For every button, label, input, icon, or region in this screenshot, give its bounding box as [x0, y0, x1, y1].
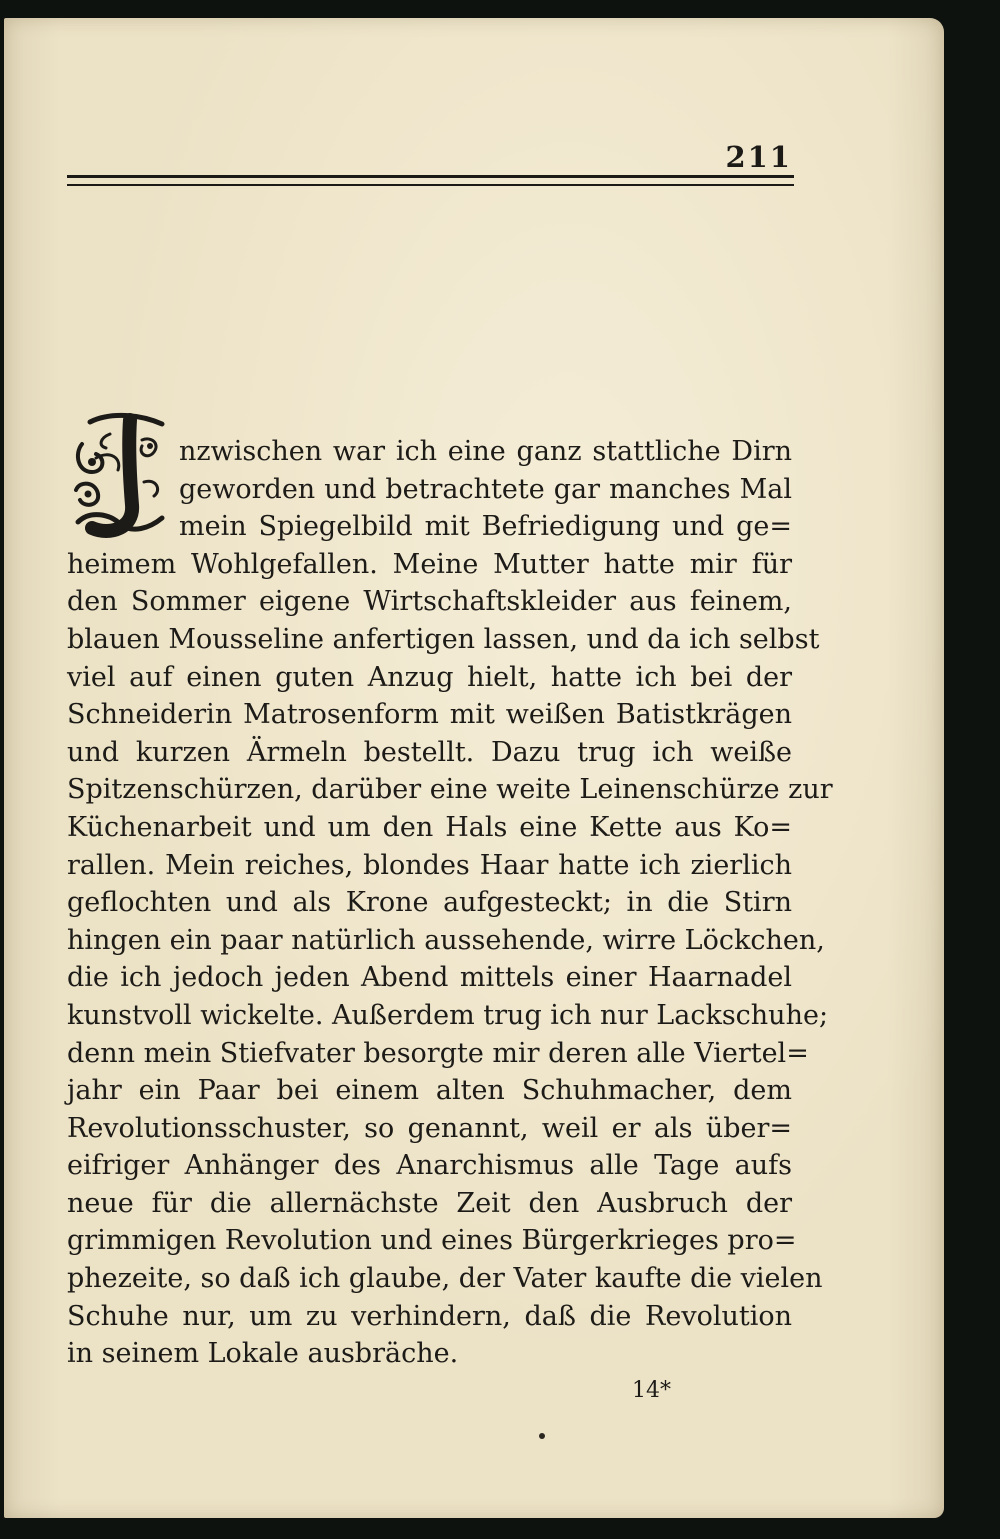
text-line: nzwischen war ich eine ganz stattliche Dirn — [179, 436, 792, 467]
text-line: geflochten und als Krone aufgesteckt; in die Stirn — [67, 887, 792, 919]
book-page — [4, 18, 944, 1518]
text-line: viel auf einen guten Anzug hielt, hatte ich bei der — [67, 661, 792, 693]
text-line: neue für die allernächste Zeit den Ausbruch der — [67, 1187, 792, 1219]
text-line: blauen Mousseline anfertigen lassen, und da ich selbst — [67, 623, 820, 655]
page-number: 211 — [725, 140, 792, 174]
text-line: Revolutionsschuster, so genannt, weil er als über= — [67, 1112, 792, 1144]
text-line: heimem Wohlgefallen. Meine Mutter hatte mir für — [67, 548, 792, 580]
body-text — [67, 433, 833, 1373]
ink-dot — [539, 1433, 545, 1439]
text-line: Küchenarbeit und um den Hals eine Kette aus Ko= — [67, 811, 792, 843]
text-line: und kurzen Ärmeln bestellt. Dazu trug ich weiße — [67, 736, 792, 768]
text-line: die ich jedoch jeden Abend mittels einer Haarnadel — [67, 962, 792, 994]
header-rule-thin — [67, 184, 794, 186]
text-line: den Sommer eigene Wirtschaftskleider aus feinem, — [67, 586, 792, 618]
text-line: eifriger Anhänger des Anarchismus alle Tage aufs — [67, 1150, 792, 1182]
text-line: kunstvoll wickelte. Außerdem trug ich nur Lackschuhe; — [67, 999, 829, 1031]
text-line: jahr ein Paar bei einem alten Schuhmacher, dem — [67, 1075, 792, 1107]
text-line: denn mein Stiefvater besorgte mir deren alle Viertel= — [67, 1037, 809, 1069]
text-line: phezeite, so daß ich glaube, der Vater kaufte die vielen — [67, 1263, 823, 1295]
text-line: hingen ein paar natürlich aussehende, wirre Löckchen, — [67, 924, 825, 956]
text-line: mein Spiegelbild mit Befriedigung und ge= — [179, 511, 792, 543]
text-line: Spitzenschürzen, darüber eine weite Leinenschürze zur — [67, 774, 833, 806]
text-line: Schuhe nur, um zu verhindern, daß die Revolution — [67, 1300, 792, 1332]
text-line: rallen. Mein reiches, blondes Haar hatte ich zierlich — [67, 849, 792, 881]
signature-mark: 14* — [632, 1378, 671, 1403]
text-line: grimmigen Revolution und eines Bürgerkrieges pro= — [67, 1225, 797, 1257]
text-line: Schneiderin Matrosenform mit weißen Batistkrägen — [67, 699, 792, 731]
text-line: in seinem Lokale ausbräche. — [67, 1338, 459, 1370]
text-line: geworden und betrachtete gar manches Mal — [179, 473, 792, 505]
header-rule-thick — [67, 175, 794, 178]
